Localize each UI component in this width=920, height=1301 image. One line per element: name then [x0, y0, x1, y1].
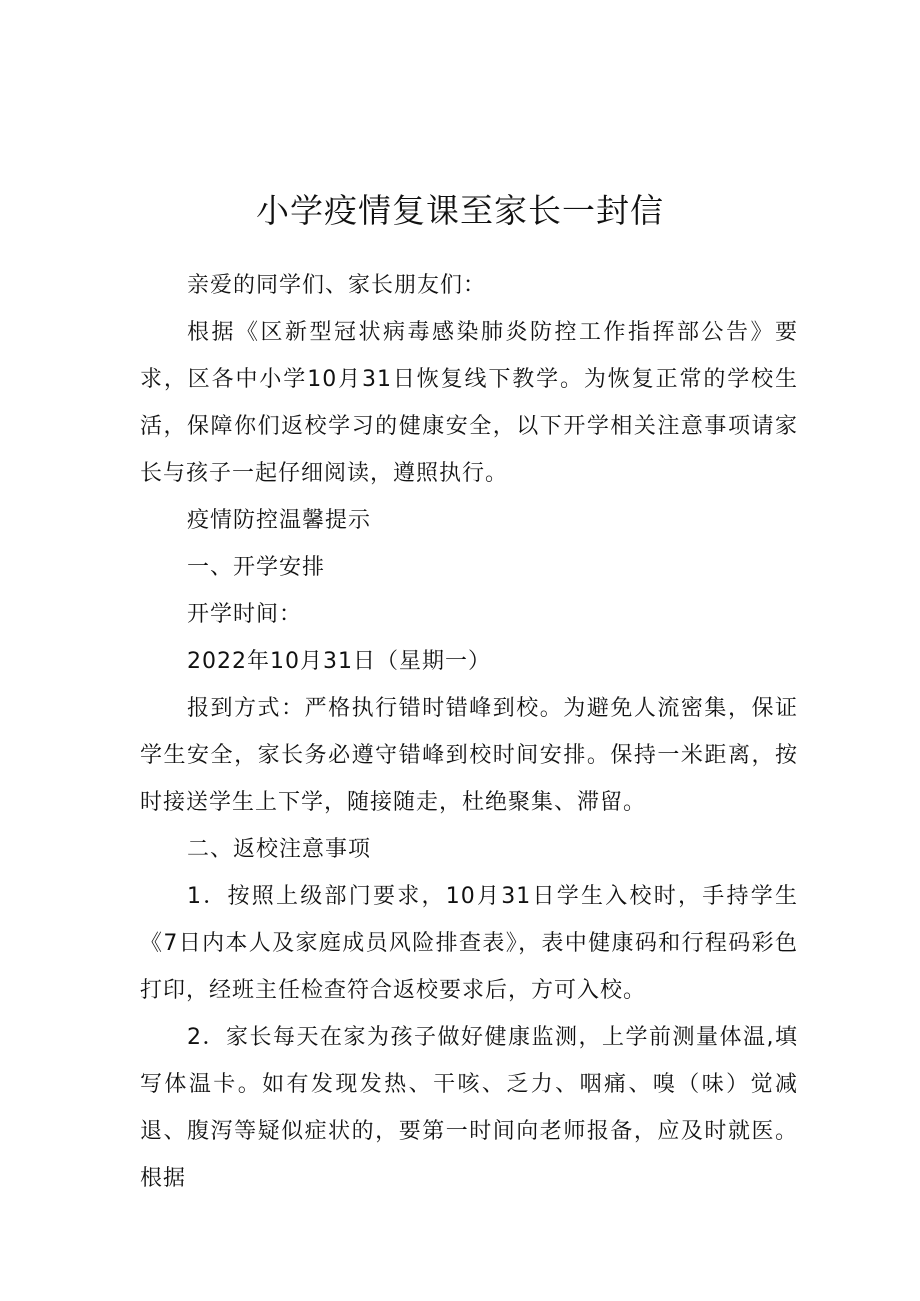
salutation: 亲爱的同学们、家长朋友们： — [187, 273, 487, 298]
document-body — [140, 262, 798, 1202]
return-note-2: 2．家长每天在家为孩子做好健康监测，上学前测量体温,填写体温卡。如有发现发热、干咳、乏力、咽痛、嗅（味）觉减退、腹泻等疑似症状的，要第一时间向老师报备，应及时就医。根据 — [140, 1025, 798, 1191]
arrival-method-paragraph: 报到方式：严格执行错时错峰到校。为避免人流密集，保证学生安全，家长务必遵守错峰到校时间安排。保持一米距离，按时接送学生上下学，随接随走，杜绝聚集、滞留。 — [140, 696, 798, 815]
return-note-1: 1．按照上级部门要求，10月31日学生入校时，手持学生《7日内本人及家庭成员风险排查表》，表中健康码和行程码彩色打印，经班主任检查符合返校要求后，方可入校。 — [140, 884, 798, 1003]
school-start-date: 2022年10月31日（星期一） — [187, 649, 491, 674]
section-heading-return-notes: 二、返校注意事项 — [187, 837, 372, 862]
intro-paragraph: 根据《区新型冠状病毒感染肺炎防控工作指挥部公告》要求，区各中小学10月31日恢复线下教学。为恢复正常的学校生活，保障你们返校学习的健康安全，以下开学相关注意事项请家长与孩子一起仔细阅读，遵照执行。 — [140, 320, 798, 486]
document-title: 小学疫情复课至家长一封信 — [256, 191, 664, 231]
section-heading-tips: 疫情防控温馨提示 — [187, 508, 372, 533]
section-heading-schedule: 一、开学安排 — [187, 555, 326, 580]
school-start-label: 开学时间： — [187, 602, 303, 627]
